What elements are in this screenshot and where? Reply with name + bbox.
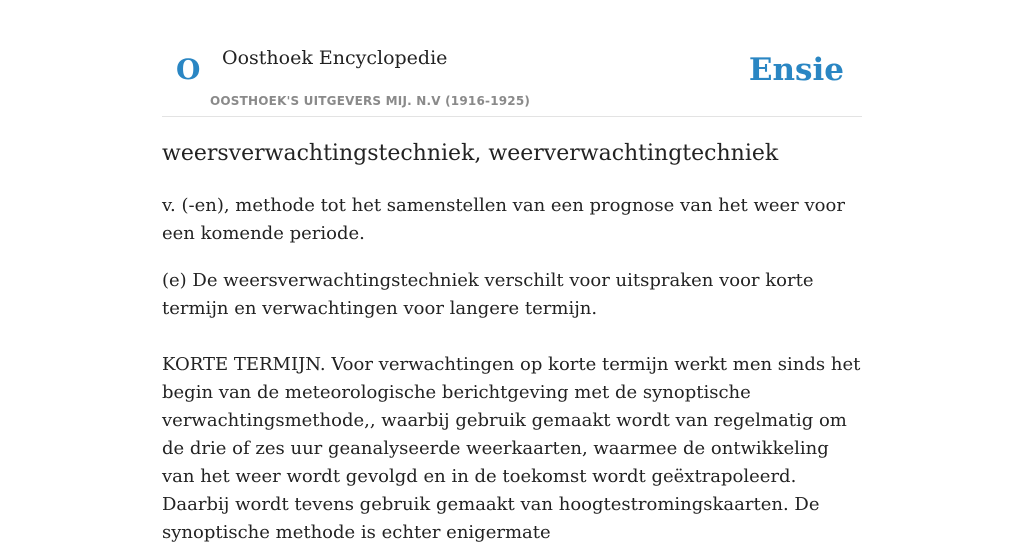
brand-logo-link[interactable]: Ensie	[748, 52, 844, 88]
article-headword: weersverwachtingstechniek, weerverwachtingtechniek	[162, 141, 779, 166]
logo-letter[interactable]: O	[176, 53, 201, 86]
article-paragraph-korte-termijn: KORTE TERMIJN. Voor verwachtingen op korte termijn werkt men sinds het begin van de meteorologische berichtgeving met de synoptische verwachtingsmethode,, waarbij gebruik gemaakt wordt van regelmatig om de drie of zes uur geanalyseerde weerkaarten, waarmee de ontwikkeling van het weer wordt gevolgd en in de toekomst wordt geëxtrapoleerd. Daarbij wordt tevens gebruik gemaakt van hoogtestromingskaarten. De synoptische methode is echter enigermate	[162, 354, 861, 543]
article-paragraph-definition: v. (-en), methode tot het samenstellen van een prognose van het weer voor een komende periode.	[162, 195, 845, 244]
site-title[interactable]: Oosthoek Encyclopedie	[222, 47, 448, 69]
publisher-subtitle: OOSTHOEK'S UITGEVERS MIJ. N.V (1916-1925)	[210, 94, 531, 108]
article-paragraph-intro: (e) De weersverwachtingstechniek verschilt voor uitspraken voor korte termijn en verwachtingen voor langere termijn.	[162, 270, 814, 319]
article	[162, 136, 862, 547]
site-header	[162, 0, 862, 117]
